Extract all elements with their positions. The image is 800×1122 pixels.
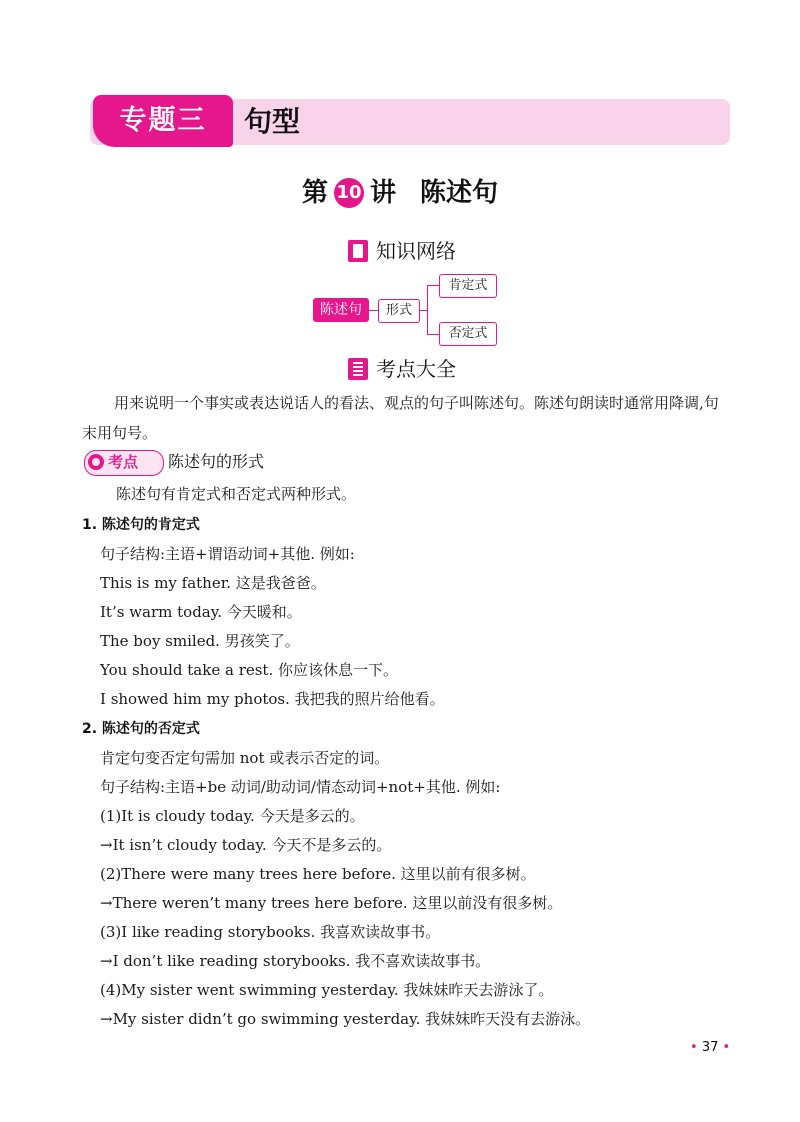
part2-example: (4)My sister went swimming yesterday. 我妹妹昨天去游泳了。 xyxy=(100,981,554,999)
part1-structure: 句子结构:主语+谓语动词+其他. 例如: xyxy=(100,545,355,563)
section-all-points-label: 考点大全 xyxy=(376,357,456,381)
section-all-points xyxy=(348,356,456,382)
part2-heading: 2. 陈述句的否定式 xyxy=(82,721,200,737)
lecture-suffix: 讲 xyxy=(369,178,396,208)
part2-example: →It isn’t cloudy today. 今天不是多云的。 xyxy=(100,836,392,854)
mindmap-connector xyxy=(427,334,439,335)
part2-example: (2)There were many trees here before. 这里以前有很多树。 xyxy=(100,865,536,883)
point-tag-label: 考点 xyxy=(108,453,139,471)
part2-example: (1)It is cloudy today. 今天是多云的。 xyxy=(100,807,365,825)
lecture-name: 陈述句 xyxy=(420,178,499,208)
part1-example: I showed him my photos. 我把我的照片给他看。 xyxy=(100,690,445,708)
topic-title: 句型 xyxy=(244,105,301,138)
part2-structure: 句子结构:主语+be 动词/助动词/情态动词+not+其他. 例如: xyxy=(100,778,501,796)
page-number-value: 37 xyxy=(701,1040,719,1055)
part2-rule: 肯定句变否定句需加 not 或表示否定的词。 xyxy=(100,749,390,767)
mindmap-connector xyxy=(427,285,439,286)
notebook-icon xyxy=(348,240,368,262)
mindmap-root: 陈述句 xyxy=(313,298,369,322)
mindmap-mid: 形式 xyxy=(378,299,420,323)
part2-example: →My sister didn’t go swimming yesterday. 我妹妹昨天没有去游泳。 xyxy=(100,1010,591,1028)
intro-paragraph: 用来说明一个事实或表达说话人的看法、观点的句子叫陈述句。陈述句朗读时通常用降调,句末用句号。 xyxy=(82,394,719,442)
mindmap-connector xyxy=(369,310,378,311)
mindmap-connector xyxy=(419,310,427,311)
target-icon xyxy=(88,454,104,470)
mindmap-connector xyxy=(427,285,428,335)
point-title: 陈述句的形式 xyxy=(168,452,265,471)
section-knowledge-network-label: 知识网络 xyxy=(376,239,456,263)
topic-tag: 专题三 xyxy=(119,105,207,136)
mindmap-branch-negative: 否定式 xyxy=(439,322,497,346)
part2-example: (3)I like reading storybooks. 我喜欢读故事书。 xyxy=(100,923,441,941)
point-intro: 陈述句有肯定式和否定式两种形式。 xyxy=(116,485,357,503)
section-knowledge-network xyxy=(348,238,456,264)
page-number: • 37 • xyxy=(690,1040,731,1055)
lecture-title xyxy=(0,172,800,209)
part2-example: →There weren’t many trees here before. 这里以前没有很多树。 xyxy=(100,894,563,912)
lecture-prefix: 第 xyxy=(301,178,328,208)
part2-example: →I don’t like reading storybooks. 我不喜欢读故事书。 xyxy=(100,952,491,970)
part1-example: The boy smiled. 男孩笑了。 xyxy=(100,632,300,650)
list-icon xyxy=(348,358,368,380)
part1-example: You should take a rest. 你应该休息一下。 xyxy=(100,661,399,679)
part1-example: This is my father. 这是我爸爸。 xyxy=(100,574,326,592)
part1-example: It’s warm today. 今天暖和。 xyxy=(100,603,302,621)
lecture-number-badge: 10 xyxy=(334,178,364,208)
part1-heading: 1. 陈述句的肯定式 xyxy=(82,517,200,533)
mindmap-branch-affirmative: 肯定式 xyxy=(439,274,497,298)
